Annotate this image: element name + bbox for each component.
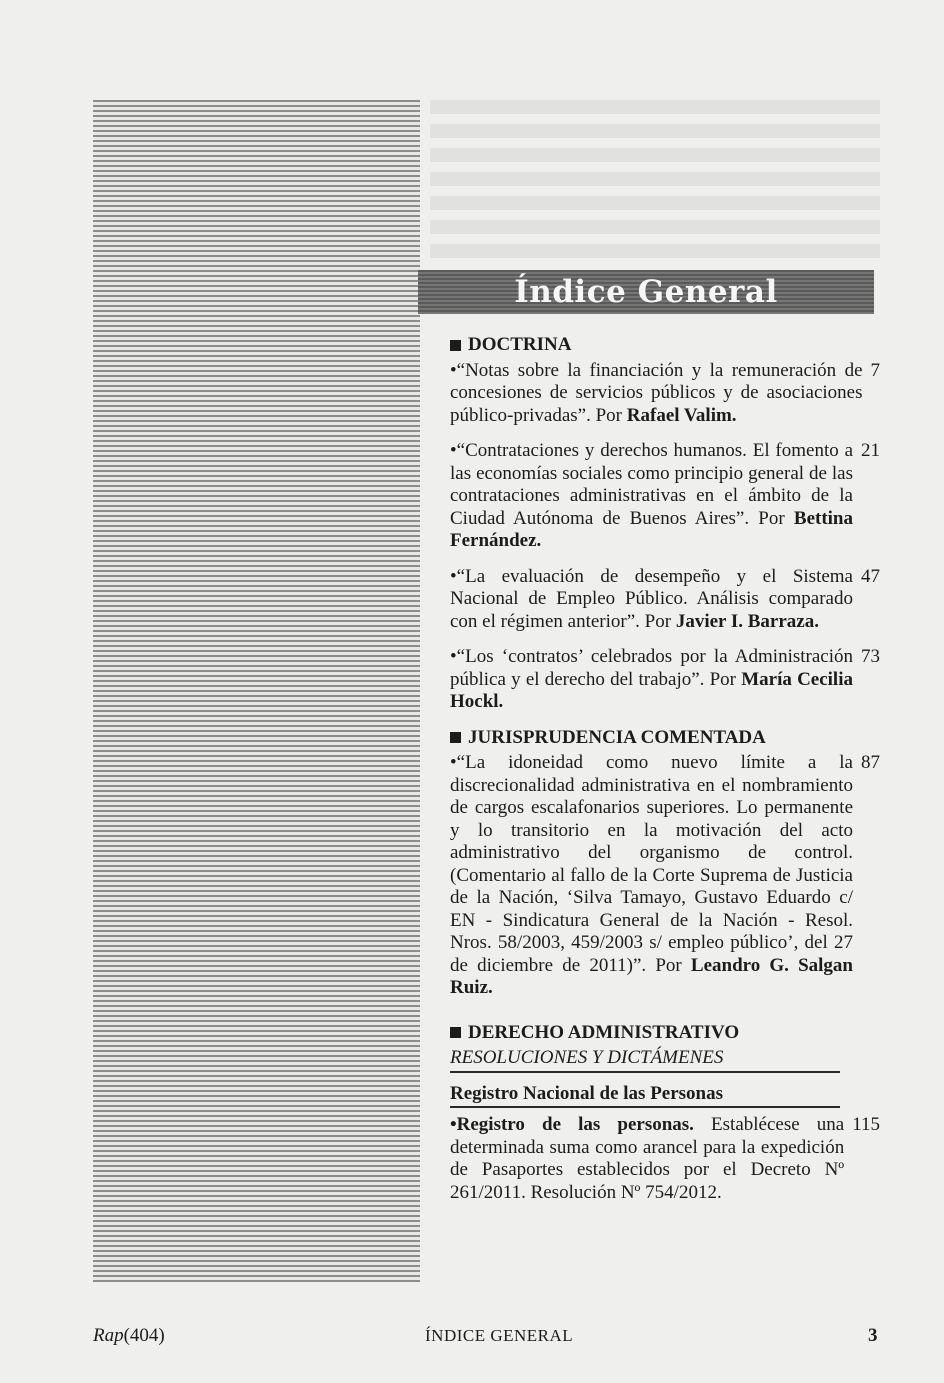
page-title: Índice General xyxy=(514,274,778,310)
entry-author: Leandro G. Salgan Ruiz. xyxy=(450,954,854,998)
entry-page: 21 xyxy=(861,440,880,461)
entry-text: •“Los ‘contratos’ celebrados por la Administración pública y el derecho del trabajo”. Por xyxy=(450,646,853,690)
entry-text: •“La evaluación de desempeño y el Sistema Nacional de Empleo Público. Análisis comparado con el régimen anterior”. Por xyxy=(450,565,853,632)
entry-text: Establécese una determinada suma como arancel para la expedición de Pasaportes establecidos por el Decreto Nº 261/2011. Resolución Nº 754/2012. xyxy=(450,1114,845,1203)
entry-lead: •Registro de las personas. xyxy=(450,1114,694,1135)
entry-page: 7 xyxy=(870,359,880,381)
section-heading-derecho: DERECHO ADMINISTRATIVO xyxy=(450,1022,880,1045)
entry-author: Javier I. Barraza. xyxy=(675,610,819,632)
entry-author: Rafael Valim. xyxy=(626,404,737,426)
square-bullet-icon xyxy=(450,732,461,743)
section-heading-jurisprudencia: JURISPRUDENCIA COMENTADA xyxy=(450,727,880,750)
decorative-stripe-block xyxy=(93,100,420,1282)
index-entry[interactable] xyxy=(450,1114,880,1204)
entry-text: •“La idoneidad como nuevo límite a la discrecionalidad administrativa en el nombramiento de cargos escalafonarios superiores. Lo permanente y lo transitorio en la motivación del acto administrativo del organismo de control. (Comentario al fallo de la Corte Suprema de Justicia de la Nación, ‘Silva Tamayo, Gustavo Eduardo c/ EN - Sindicatura General de la Nación - Resol. Nros. 58/2003, 459/2003 s/ empleo público’, del 27 de diciembre de 2011)”. Por xyxy=(450,752,853,976)
entry-author: María Cecilia Hockl. xyxy=(450,668,853,712)
entry-page: 47 xyxy=(861,565,880,587)
journal-issue: (404) xyxy=(123,1325,165,1346)
entry-page: 73 xyxy=(861,646,880,667)
title-banner xyxy=(418,270,874,314)
section-heading-doctrina: DOCTRINA xyxy=(450,334,880,357)
subsection-heading: RESOLUCIONES Y DICTÁMENES xyxy=(450,1047,840,1073)
entry-page: 115 xyxy=(852,1114,880,1135)
index-entry[interactable] xyxy=(450,360,880,428)
agency-heading: Registro Nacional de las Personas xyxy=(450,1083,840,1109)
footer-journal xyxy=(93,1325,165,1347)
page-number: 3 xyxy=(868,1325,878,1346)
journal-name: Rap xyxy=(93,1325,124,1346)
index-entry[interactable] xyxy=(450,440,880,553)
entry-author: Bettina Fernández. xyxy=(450,507,853,551)
index-entry[interactable] xyxy=(450,752,880,1000)
entry-text: •“Contrataciones y derechos humanos. El fomento a las economías sociales como principio general de las contrataciones administrativas en el ámbito de la Ciudad Autónoma de Buenos Aires”. Por xyxy=(450,440,853,529)
square-bullet-icon xyxy=(450,340,461,351)
entry-page: 87 xyxy=(861,752,880,773)
index-entry[interactable] xyxy=(450,566,880,634)
bleed-through-text xyxy=(430,100,880,260)
index-content xyxy=(450,334,880,1217)
entry-text: •“Notas sobre la financiación y la remuneración de concesiones de servicios públicos y de asociaciones público-privadas”. Por xyxy=(450,359,863,426)
square-bullet-icon xyxy=(450,1027,461,1038)
footer-section: ÍNDICE GENERAL xyxy=(425,1326,574,1345)
index-entry[interactable] xyxy=(450,646,880,714)
